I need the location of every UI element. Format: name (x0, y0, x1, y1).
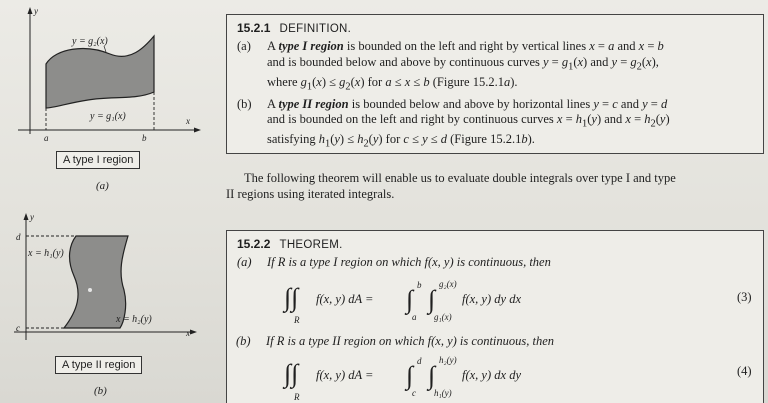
fig-a-axis-y: y (34, 6, 38, 16)
fig-a-upper-curve-label: y = g₂(x) (72, 36, 108, 47)
theorem-part-b (236, 334, 554, 349)
eq3-lhs: f(x, y) dA = (316, 292, 374, 306)
figure-type-one-region (8, 4, 208, 154)
figure-type-two-region (4, 210, 208, 352)
eq4-lower-inner: h₁(y) (434, 388, 452, 398)
theorem-part-b-label: (b) (236, 334, 251, 348)
theorem-heading (237, 237, 753, 252)
definition-box (226, 14, 764, 154)
eq3-lower-inner: g₁(x) (434, 312, 452, 322)
definition-a-line1: A type I region is bounded on the left and right by vertical lines x = a and x = b (267, 39, 664, 53)
theorem-part-b-text: If R is a type II region on which f(x, y) is continuous, then (266, 334, 555, 348)
definition-b-line3: satisfying $h_1(y) \le h_2(y)$ for c ≤ y ≤ d (Figure 15.2.1b). (267, 132, 535, 150)
fig-a-lower-curve-label: y = g₁(x) (90, 111, 126, 122)
definition-a-line2: and is bounded below and above by continuous curves $y = g_1(x)$ and $y = g_2(x)$, (267, 54, 659, 72)
eq3-integrand: f(x, y) dy dx (462, 292, 521, 306)
fig-a-caption: A type I region (56, 151, 140, 169)
theorem-part-a (237, 255, 753, 270)
eq3-region: R (294, 315, 300, 325)
definition-heading (237, 21, 753, 36)
svg-text:∫: ∫ (428, 361, 436, 390)
svg-text:∫: ∫ (406, 285, 414, 314)
eq4-region: R (294, 392, 300, 402)
definition-part-a-label: (a) (237, 39, 251, 53)
svg-text:∫∫: ∫∫ (284, 283, 299, 312)
fig-b-axis-y: y (30, 212, 34, 222)
equation-3 (282, 276, 572, 326)
fig-a-sublabel: (a) (96, 180, 109, 192)
equation-4 (282, 352, 572, 403)
definition-part-b (237, 97, 753, 153)
fig-b-right-curve-label: x = h₂(y) (116, 314, 152, 325)
paragraph-line2: II regions using iterated integrals. (226, 187, 395, 201)
definition-a-line3: where $g_1(x) \le g_2(x)$ for a ≤ x ≤ b (Figure 15.2.1a). (267, 74, 518, 92)
definition-part-a (237, 39, 753, 95)
paragraph-line1: The following theorem will enable us to evaluate double integrals over type I and type (244, 171, 676, 185)
svg-text:∫∫: ∫∫ (284, 359, 299, 388)
fig-b-axis-x: x (186, 328, 190, 338)
eq4-lower-outer: c (412, 388, 416, 398)
fig-a-tick-b: b (142, 133, 147, 143)
definition-part-b-label: (b) (237, 96, 252, 111)
fig-a-axis-x: x (186, 116, 190, 126)
theorem-part-a-text: If R is a type I region on which f(x, y) is continuous, then (267, 255, 551, 269)
svg-text:∫: ∫ (406, 361, 414, 390)
eq4-upper-outer: d (417, 356, 422, 366)
svg-text:∫: ∫ (428, 285, 436, 314)
type-one-region-diagram (8, 4, 208, 154)
fig-b-sublabel: (b) (94, 385, 107, 397)
equation-3-number: (3) (737, 290, 752, 304)
eq4-lhs: f(x, y) dA = (316, 368, 374, 382)
theorem-part-a-label: (a) (237, 255, 252, 269)
eq3-lower-outer: a (412, 312, 417, 322)
fig-b-caption: A type II region (55, 356, 142, 374)
fig-b-tick-d: d (16, 232, 21, 242)
definition-b-line2: and is bounded on the left and right by continuous curves $x = h_1(y)$ and $x = h_2(y)$ (267, 112, 670, 130)
eq4-upper-inner: h₂(y) (439, 355, 457, 365)
eq3-upper-outer: b (417, 280, 422, 290)
definition-title: DEFINITION. (279, 23, 352, 35)
fig-b-tick-c: c (16, 323, 20, 333)
theorem-title: THEOREM. (279, 239, 343, 251)
fig-b-left-curve-label: x = h₁(y) (28, 248, 64, 259)
definition-number: 15.2.1 (237, 21, 271, 35)
theorem-number: 15.2.2 (237, 237, 271, 251)
eq3-upper-inner: g₂(x) (439, 279, 457, 289)
fig-a-tick-a: a (44, 133, 49, 143)
definition-b-line1: A type II region is bounded below and above by horizontal lines y = c and y = d (267, 96, 668, 111)
eq4-integrand: f(x, y) dx dy (462, 368, 521, 382)
intro-paragraph (226, 170, 766, 202)
type-two-region-diagram (4, 210, 208, 352)
equation-4-number: (4) (737, 364, 752, 378)
